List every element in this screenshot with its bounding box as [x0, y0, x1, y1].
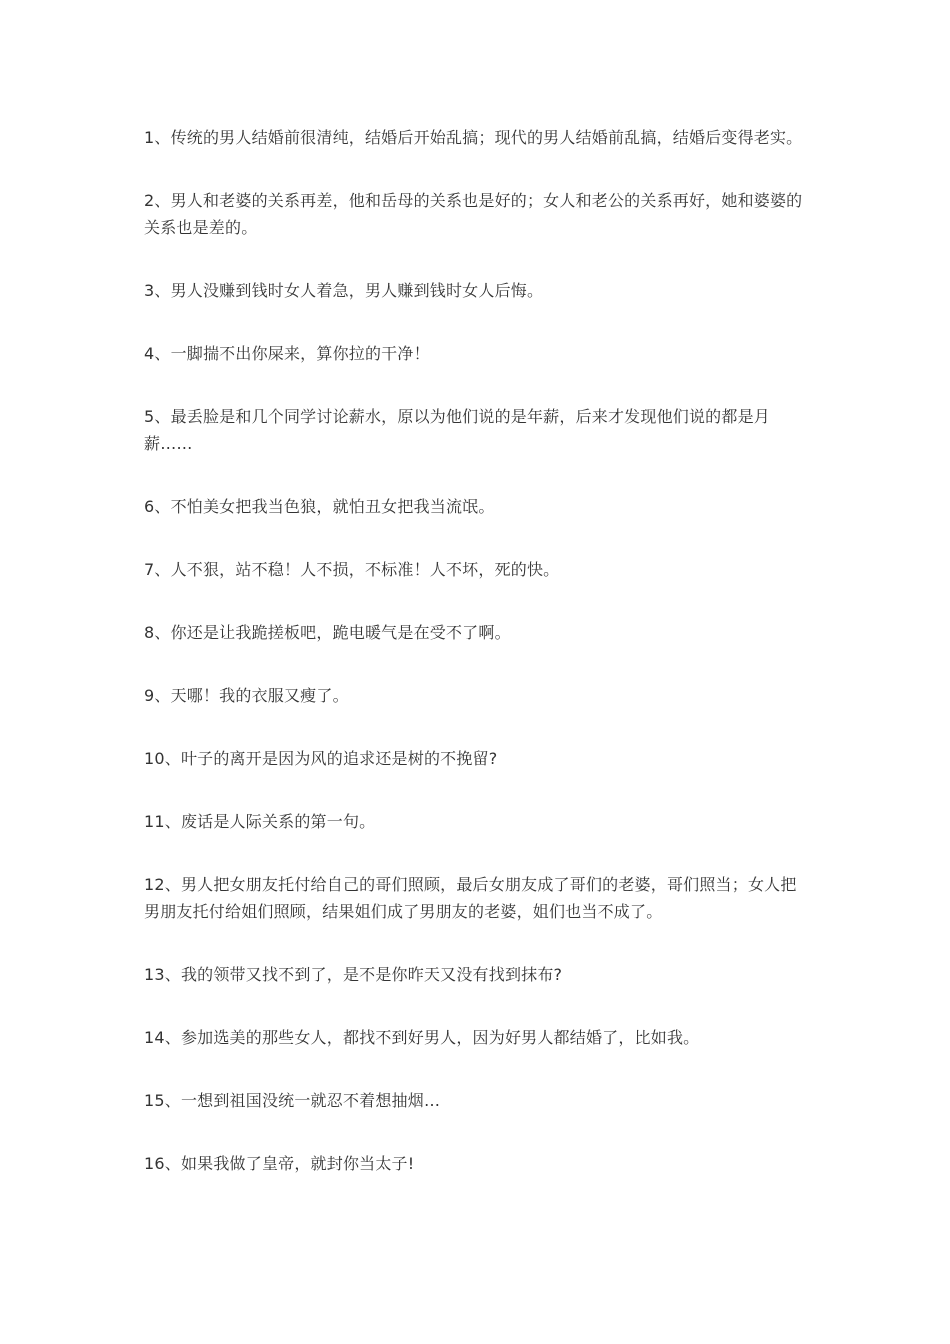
paragraph-13: 13、我的领带又找不到了，是不是你昨天又没有找到抹布?	[144, 965, 563, 984]
paragraph-10: 10、叶子的离开是因为风的追求还是树的不挽留?	[144, 749, 498, 768]
paragraph-7: 7、人不狠，站不稳！人不损，不标准！人不坏，死的快。	[144, 560, 560, 579]
paragraph-2: 2、男人和老婆的关系再差，他和岳母的关系也是好的；女人和老公的关系再好，她和婆婆的关系也是差的。	[144, 191, 803, 237]
paragraph-15: 15、一想到祖国没统一就忍不着想抽烟…	[144, 1091, 441, 1110]
paragraph-14: 14、参加选美的那些女人，都找不到好男人，因为好男人都结婚了，比如我。	[144, 1028, 700, 1047]
paragraph-9: 9、天哪！我的衣服又瘦了。	[144, 686, 349, 705]
paragraph-6: 6、不怕美女把我当色狼，就怕丑女把我当流氓。	[144, 497, 495, 516]
document-body	[144, 124, 809, 1213]
paragraph-12: 12、男人把女朋友托付给自己的哥们照顾，最后女朋友成了哥们的老婆，哥们照当；女人把男朋友托付给姐们照顾，结果姐们成了男朋友的老婆，姐们也当不成了。	[144, 875, 797, 921]
paragraph-3: 3、男人没赚到钱时女人着急，男人赚到钱时女人后悔。	[144, 281, 544, 300]
paragraph-1: 1、传统的男人结婚前很清纯，结婚后开始乱搞；现代的男人结婚前乱搞，结婚后变得老实。	[144, 128, 803, 147]
paragraph-8: 8、你还是让我跪搓板吧，跪电暖气是在受不了啊。	[144, 623, 511, 642]
paragraph-16: 16、如果我做了皇帝，就封你当太子!	[144, 1154, 415, 1173]
paragraph-11: 11、废话是人际关系的第一句。	[144, 812, 376, 831]
paragraph-4: 4、一脚揣不出你屎来，算你拉的干净！	[144, 344, 430, 363]
paragraph-5: 5、最丢脸是和几个同学讨论薪水，原以为他们说的是年薪，后来才发现他们说的都是月薪……	[144, 407, 770, 453]
